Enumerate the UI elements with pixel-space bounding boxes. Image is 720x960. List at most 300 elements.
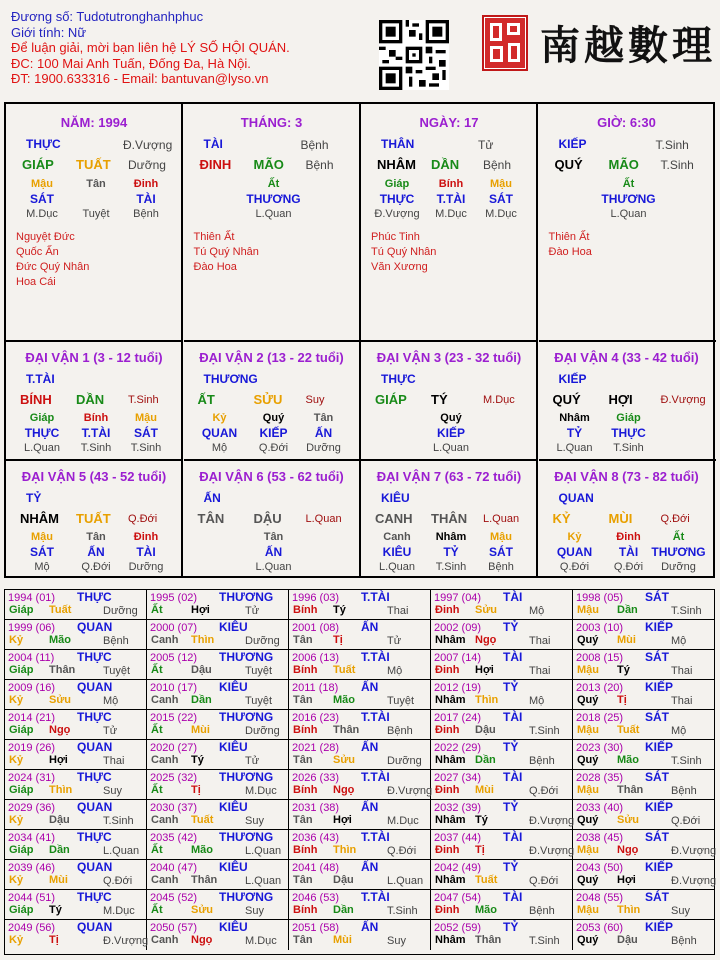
year-ten-god: THỰC xyxy=(77,830,112,844)
year-branch: Hợi xyxy=(333,814,352,826)
dai-van-5 xyxy=(6,459,183,578)
year-cell xyxy=(431,920,573,950)
dai-van-1 xyxy=(6,340,183,459)
year-ten-god: ẤN xyxy=(361,620,379,634)
ten-god-label: KIẾP xyxy=(558,137,587,151)
hidden-stem: Bính xyxy=(83,412,109,424)
year-cell xyxy=(431,830,573,860)
year-stem: Nhâm xyxy=(435,754,466,766)
year-cell xyxy=(573,800,714,830)
year-cell xyxy=(573,710,714,740)
year-ten-god: KIÊU xyxy=(219,680,248,694)
year-stage: Đ.Vượng xyxy=(103,935,149,947)
year-branch: Dần xyxy=(333,904,354,916)
year-cell xyxy=(573,620,714,650)
hidden-stem: Quý xyxy=(440,412,462,424)
year-branch: Dậu xyxy=(191,664,212,676)
year-stem: Canh xyxy=(151,694,179,706)
year-stem: Mậu xyxy=(577,844,599,856)
hidden-god: KIẾP xyxy=(259,426,288,440)
hidden-stage: L.Quan xyxy=(255,208,292,220)
year-age: 2053 (60) xyxy=(576,922,624,934)
dai-van-title: ĐẠI VẬN 2 (13 - 22 tuổi) xyxy=(199,350,344,365)
hidden-god: QUAN xyxy=(556,545,593,559)
dai-van-title: ĐẠI VẬN 8 (73 - 82 tuổi) xyxy=(554,469,699,484)
year-stage: M.Dục xyxy=(387,815,419,827)
year-ten-god: QUAN xyxy=(77,680,113,694)
year-ten-god: ẤN xyxy=(361,860,379,874)
year-cell xyxy=(289,830,431,860)
life-stage: T.Sinh xyxy=(660,158,694,172)
year-cell xyxy=(431,710,573,740)
year-stage: Suy xyxy=(387,935,406,947)
year-stem: Quý xyxy=(577,754,599,766)
year-stage: Suy xyxy=(671,905,690,917)
heavenly-stem: KỶ xyxy=(552,511,571,526)
year-cell xyxy=(289,740,431,770)
year-stem: Mậu xyxy=(577,724,599,736)
ten-god-label: QUAN xyxy=(558,491,594,505)
life-stage: Đ.Vượng xyxy=(660,394,706,406)
heavenly-stem: NHÂM xyxy=(377,157,416,172)
hidden-stage: Mộ xyxy=(211,442,228,454)
heavenly-stem: NHÂM xyxy=(20,511,59,526)
year-age: 2011 (18) xyxy=(292,682,339,694)
hidden-god: THƯƠNG xyxy=(651,545,706,559)
year-stage: Suy xyxy=(245,815,264,827)
year-stem: Bính xyxy=(293,904,318,916)
year-stem: Bính xyxy=(293,724,318,736)
year-stage: Q.Đới xyxy=(529,875,559,887)
year-age: 2033 (40) xyxy=(576,802,624,814)
ten-god-label: KIẾP xyxy=(558,372,587,386)
year-stem: Bính xyxy=(293,664,318,676)
year-ten-god: TỶ xyxy=(503,860,519,874)
year-ten-god: KIÊU xyxy=(219,740,248,754)
year-stage: Mộ xyxy=(671,725,687,737)
year-ten-god: ẤN xyxy=(361,680,379,694)
year-stem: Canh xyxy=(151,634,179,646)
year-ten-god: QUAN xyxy=(77,920,113,934)
year-stem: Kỷ xyxy=(9,814,24,826)
hidden-stem: Quý xyxy=(262,412,285,424)
year-branch: Thìn xyxy=(191,634,215,646)
year-branch: Ngọ xyxy=(475,634,497,646)
hidden-stem: Kỷ xyxy=(567,531,582,543)
year-stage: T.Sinh xyxy=(529,725,560,737)
year-stage: Tuyệt xyxy=(387,695,415,707)
hidden-god: SÁT xyxy=(489,545,513,559)
year-cell xyxy=(5,800,147,830)
year-cell xyxy=(573,590,714,620)
earthly-branch: DẦN xyxy=(431,157,460,172)
year-cell xyxy=(5,860,147,890)
heavenly-stem: TÂN xyxy=(197,511,225,526)
hidden-stage: Bệnh xyxy=(488,561,514,573)
year-branch: Tý xyxy=(617,664,630,676)
year-branch: Mão xyxy=(333,694,355,706)
year-cell xyxy=(573,830,717,860)
year-stage: Suy xyxy=(245,905,264,917)
year-age: 2022 (29) xyxy=(434,742,482,754)
year-cell xyxy=(431,590,573,620)
year-cell xyxy=(147,770,289,800)
year-age: 1997 (04) xyxy=(434,592,482,604)
year-stage: Q.Đới xyxy=(387,845,417,857)
dai-van-8 xyxy=(539,459,716,578)
year-branch: Tuất xyxy=(191,814,214,826)
year-age: 2049 (56) xyxy=(8,922,56,934)
year-cell xyxy=(289,770,431,800)
year-stem: Đinh xyxy=(435,604,460,616)
year-stage: Đ.Vượng xyxy=(529,815,575,827)
hidden-stage: L.Quan xyxy=(556,442,593,454)
hidden-stem: Ất xyxy=(267,178,280,190)
year-stem: Bính xyxy=(293,604,318,616)
year-branch: Mão xyxy=(191,844,213,856)
year-cell xyxy=(289,590,431,620)
year-stage: Đ.Vượng xyxy=(671,845,717,857)
pillar-1 xyxy=(184,104,361,342)
heavenly-stem: ĐINH xyxy=(199,157,232,172)
year-stage: T.Sinh xyxy=(387,905,418,917)
year-age: 2005 (12) xyxy=(150,652,198,664)
year-stem: Nhâm xyxy=(435,814,466,826)
year-stem: Kỷ xyxy=(9,754,24,766)
life-stage: Bệnh xyxy=(483,158,512,172)
year-stem: Mậu xyxy=(577,784,599,796)
hidden-stage: T.Sinh xyxy=(130,442,162,454)
star-label: Thiên Ất xyxy=(193,231,235,243)
year-ten-god: THƯƠNG xyxy=(219,830,274,844)
year-age: 2042 (49) xyxy=(434,862,482,874)
year-branch: Tý xyxy=(475,814,488,826)
year-ten-god: T.TÀI xyxy=(361,770,390,784)
hidden-god: THỰC xyxy=(24,426,60,440)
hidden-god: SÁT xyxy=(489,192,513,206)
hidden-god: SÁT xyxy=(30,192,54,206)
year-stem: Đinh xyxy=(435,784,460,796)
year-age: 2014 (21) xyxy=(8,712,56,724)
year-stage: Mộ xyxy=(387,665,403,677)
year-branch: Sửu xyxy=(617,814,640,826)
year-stem: Quý xyxy=(577,634,599,646)
year-branch: Mùi xyxy=(333,934,352,946)
hidden-stem: Kỷ xyxy=(212,412,227,424)
year-ten-god: TỶ xyxy=(503,920,519,934)
year-cell xyxy=(147,800,289,830)
year-age: 2013 (20) xyxy=(576,682,624,694)
year-age: 2050 (57) xyxy=(150,922,198,934)
year-stage: Q.Đới xyxy=(671,815,701,827)
year-ten-god: THƯƠNG xyxy=(219,590,274,604)
year-stem: Quý xyxy=(577,934,599,946)
earthly-branch: MÃO xyxy=(253,157,284,172)
year-ten-god: TỶ xyxy=(503,800,519,814)
year-ten-god: SÁT xyxy=(645,650,669,664)
dai-van-title: ĐẠI VẬN 4 (33 - 42 tuổi) xyxy=(554,350,699,365)
year-branch: Thân xyxy=(191,874,218,886)
star-label: Quốc Ấn xyxy=(16,246,59,258)
year-age: 2004 (11) xyxy=(8,652,55,664)
year-branch: Mùi xyxy=(191,724,210,736)
year-cell xyxy=(147,620,289,650)
year-ten-god: TÀI xyxy=(503,710,523,724)
year-ten-god: SÁT xyxy=(645,890,669,904)
year-branch: Tuất xyxy=(617,724,640,736)
hidden-stage: Bệnh xyxy=(133,208,159,220)
hidden-god: TỶ xyxy=(566,426,583,440)
hidden-stage: L.Quan xyxy=(23,442,61,454)
year-age: 2045 (52) xyxy=(150,892,198,904)
year-cell xyxy=(573,680,714,710)
hidden-god: ẤN xyxy=(264,545,283,559)
year-branch: Dậu xyxy=(617,934,638,946)
year-branch: Mùi xyxy=(617,634,636,646)
year-age: 2052 (59) xyxy=(434,922,482,934)
hidden-stage: Q.Đới xyxy=(81,561,111,573)
pillar-title: GIỜ: 6:30 xyxy=(597,115,656,130)
hidden-stem: Ất xyxy=(672,531,685,543)
year-cell xyxy=(147,860,289,890)
year-ten-god: KIẾP xyxy=(645,800,674,814)
year-branch: Tị xyxy=(617,694,627,706)
year-ten-god: T.TÀI xyxy=(361,890,390,904)
star-label: Đào Hoa xyxy=(548,246,592,258)
year-stage: Dưỡng xyxy=(245,635,280,647)
hidden-stem: Giáp xyxy=(384,178,410,190)
ten-god-label: THỰC xyxy=(381,372,416,386)
year-cell xyxy=(5,740,147,770)
hidden-stem: Tân xyxy=(86,178,106,190)
year-age: 2039 (46) xyxy=(8,862,56,874)
year-stage: Tuyệt xyxy=(245,665,273,677)
year-branch: Mão xyxy=(475,904,497,916)
year-branch: Thìn xyxy=(475,694,499,706)
hidden-stem: Tân xyxy=(86,531,106,543)
year-stem: Giáp xyxy=(9,844,34,856)
hidden-stage: L.Quan xyxy=(255,561,292,573)
year-branch: Tị xyxy=(191,784,201,796)
year-cell xyxy=(289,860,431,890)
year-stage: Thai xyxy=(671,665,693,677)
year-stage: Dưỡng xyxy=(387,755,422,767)
year-ten-god: SÁT xyxy=(645,590,669,604)
star-label: Thiên Ất xyxy=(548,231,590,243)
ten-god-label: TỶ xyxy=(26,491,42,505)
hidden-stage: L.Quan xyxy=(378,561,416,573)
year-age: 2016 (23) xyxy=(292,712,340,724)
hidden-stem: Tân xyxy=(263,531,284,543)
year-branch: Dần xyxy=(49,844,70,856)
star-label: Hoa Cái xyxy=(16,276,56,288)
year-age: 2031 (38) xyxy=(292,802,340,814)
year-cell xyxy=(573,890,714,920)
ten-god-label: THÂN xyxy=(381,137,415,151)
year-branch: Thân xyxy=(475,934,502,946)
address: ĐC: 100 Mai Anh Tuấn, Đống Đa, Hà Nội. xyxy=(11,55,251,71)
year-ten-god: THƯƠNG xyxy=(219,650,274,664)
year-stage: Thai xyxy=(103,755,125,767)
year-stem: Giáp xyxy=(9,904,34,916)
year-cell xyxy=(147,740,289,770)
year-age: 2028 (35) xyxy=(576,772,624,784)
year-stage: T.Sinh xyxy=(529,935,560,947)
hidden-god: T.TÀI xyxy=(436,192,466,206)
year-cell xyxy=(289,620,431,650)
year-age: 2015 (22) xyxy=(150,712,198,724)
year-cell xyxy=(431,860,573,890)
year-stage: Thai xyxy=(529,665,551,677)
yearly-table xyxy=(4,589,715,955)
year-stem: Giáp xyxy=(9,784,34,796)
year-branch: Thìn xyxy=(617,904,641,916)
hidden-stage: Q.Đới xyxy=(559,561,590,573)
hidden-god: SÁT xyxy=(134,426,158,440)
year-stem: Giáp xyxy=(9,724,34,736)
year-age: 1998 (05) xyxy=(576,592,624,604)
year-stem: Tân xyxy=(293,934,313,946)
earthly-branch: DẦN xyxy=(76,392,105,407)
year-stage: Tử xyxy=(245,605,260,617)
god-stage: Đ.Vượng xyxy=(123,138,173,152)
year-age: 2047 (54) xyxy=(434,892,482,904)
year-stage: T.Sinh xyxy=(103,815,134,827)
year-cell xyxy=(289,800,431,830)
year-branch: Hợi xyxy=(191,604,210,616)
year-age: 2000 (07) xyxy=(150,622,198,634)
year-stage: Thai xyxy=(529,635,551,647)
hidden-stem: Mậu xyxy=(31,178,53,190)
year-stage: Tử xyxy=(387,635,402,647)
year-stem: Nhâm xyxy=(435,634,466,646)
life-stage: M.Dục xyxy=(483,394,515,406)
hidden-stage: Tuyệt xyxy=(82,208,110,220)
hidden-god: THƯƠNG xyxy=(601,192,656,206)
year-age: 2018 (25) xyxy=(576,712,624,724)
year-age: 2051 (58) xyxy=(292,922,340,934)
earthly-branch: TÝ xyxy=(431,392,448,407)
year-age: 2026 (33) xyxy=(292,772,340,784)
hidden-stage: Q.Đới xyxy=(258,442,289,454)
hidden-god: T.TÀI xyxy=(81,426,111,440)
year-age: 2027 (34) xyxy=(434,772,482,784)
earthly-branch: THÂN xyxy=(431,511,468,526)
year-stage: Mộ xyxy=(529,605,545,617)
dai-van-title: ĐẠI VẬN 3 (23 - 32 tuổi) xyxy=(376,350,522,365)
year-stem: Quý xyxy=(577,694,599,706)
hidden-stem: Đinh xyxy=(133,531,159,543)
year-age: 2041 (48) xyxy=(292,862,340,874)
year-ten-god: KIẾP xyxy=(645,920,674,934)
pillar-title: THÁNG: 3 xyxy=(240,115,303,130)
year-age: 2032 (39) xyxy=(434,802,482,814)
year-stem: Quý xyxy=(577,874,599,886)
year-stage: L.Quan xyxy=(245,875,282,887)
earthly-branch: MÙI xyxy=(608,511,633,526)
year-age: 2007 (14) xyxy=(434,652,482,664)
year-cell xyxy=(147,890,289,920)
star-label: Nguyệt Đức xyxy=(16,231,75,243)
hidden-stage: M.Dục xyxy=(435,208,467,220)
hidden-god: ẤN xyxy=(314,426,333,440)
year-branch: Ngọ xyxy=(49,724,71,736)
year-stem: Ất xyxy=(151,664,163,676)
year-age: 2019 (26) xyxy=(8,742,56,754)
year-age: 2036 (43) xyxy=(292,832,340,844)
star-label: Văn Xương xyxy=(371,261,428,273)
subject-name: Đương số: Tudotutronghanhphuc xyxy=(11,9,204,24)
ten-god-label: KIÊU xyxy=(381,491,410,505)
year-stem: Bính xyxy=(293,784,318,796)
hidden-stage: L.Quan xyxy=(432,442,470,454)
heavenly-stem: QUÝ xyxy=(554,157,583,172)
year-cell xyxy=(5,920,147,950)
year-stem: Nhâm xyxy=(435,934,466,946)
life-stage: T.Sinh xyxy=(128,394,159,406)
year-ten-god: QUAN xyxy=(77,860,113,874)
year-cell xyxy=(5,620,147,650)
year-stem: Đinh xyxy=(435,904,460,916)
earthly-branch: TUẤT xyxy=(76,157,111,172)
year-ten-god: ẤN xyxy=(361,800,379,814)
year-branch: Thìn xyxy=(333,844,357,856)
dai-van-3 xyxy=(361,340,538,459)
earthly-branch: SỬU xyxy=(253,392,283,407)
gender: Giới tính: Nữ xyxy=(11,24,87,40)
year-stage: Tử xyxy=(103,725,118,737)
year-branch: Tuất xyxy=(49,604,72,616)
year-cell xyxy=(289,890,431,920)
year-branch: Tị xyxy=(475,844,485,856)
hidden-stem: Mậu xyxy=(490,178,512,190)
hidden-stage: Đ.Vượng xyxy=(374,208,420,220)
year-branch: Ngọ xyxy=(333,784,355,796)
ten-god-label: TÀI xyxy=(203,137,223,151)
pillar-3 xyxy=(539,104,716,342)
heavenly-stem: BÍNH xyxy=(20,392,52,407)
year-ten-god: T.TÀI xyxy=(361,710,390,724)
hidden-stem: Giáp xyxy=(616,412,641,424)
year-cell xyxy=(573,770,714,800)
earthly-branch: MÃO xyxy=(608,157,639,172)
year-stage: Q.Đới xyxy=(103,875,133,887)
year-stage: T.Sinh xyxy=(671,605,702,617)
year-ten-god: THỰC xyxy=(77,890,112,904)
phone-email[interactable]: ĐT: 1900.633316 - Email: bantuvan@lyso.vn xyxy=(11,71,269,86)
dai-van-title: ĐẠI VẬN 1 (3 - 12 tuổi) xyxy=(25,350,163,365)
year-stage: Q.Đới xyxy=(529,785,559,797)
year-stem: Quý xyxy=(577,814,599,826)
year-age: 2008 (15) xyxy=(576,652,624,664)
year-age: 2023 (30) xyxy=(576,742,624,754)
year-stage: Bệnh xyxy=(529,905,555,917)
life-stage: Q.Đới xyxy=(660,513,690,525)
year-stage: Bệnh xyxy=(529,755,555,767)
hidden-stem: Bính xyxy=(438,178,464,190)
life-stage: Dưỡng xyxy=(128,158,166,172)
year-branch: Ngọ xyxy=(617,844,639,856)
earthly-branch: DẬU xyxy=(253,511,282,526)
year-branch: Tị xyxy=(333,634,343,646)
year-stem: Canh xyxy=(151,754,179,766)
pillar-2 xyxy=(361,104,538,342)
year-stem: Đinh xyxy=(435,844,460,856)
year-ten-god: THƯƠNG xyxy=(219,710,274,724)
year-stage: Đ.Vượng xyxy=(387,785,433,797)
heavenly-stem: GIÁP xyxy=(22,157,54,172)
year-branch: Ngọ xyxy=(191,934,213,946)
